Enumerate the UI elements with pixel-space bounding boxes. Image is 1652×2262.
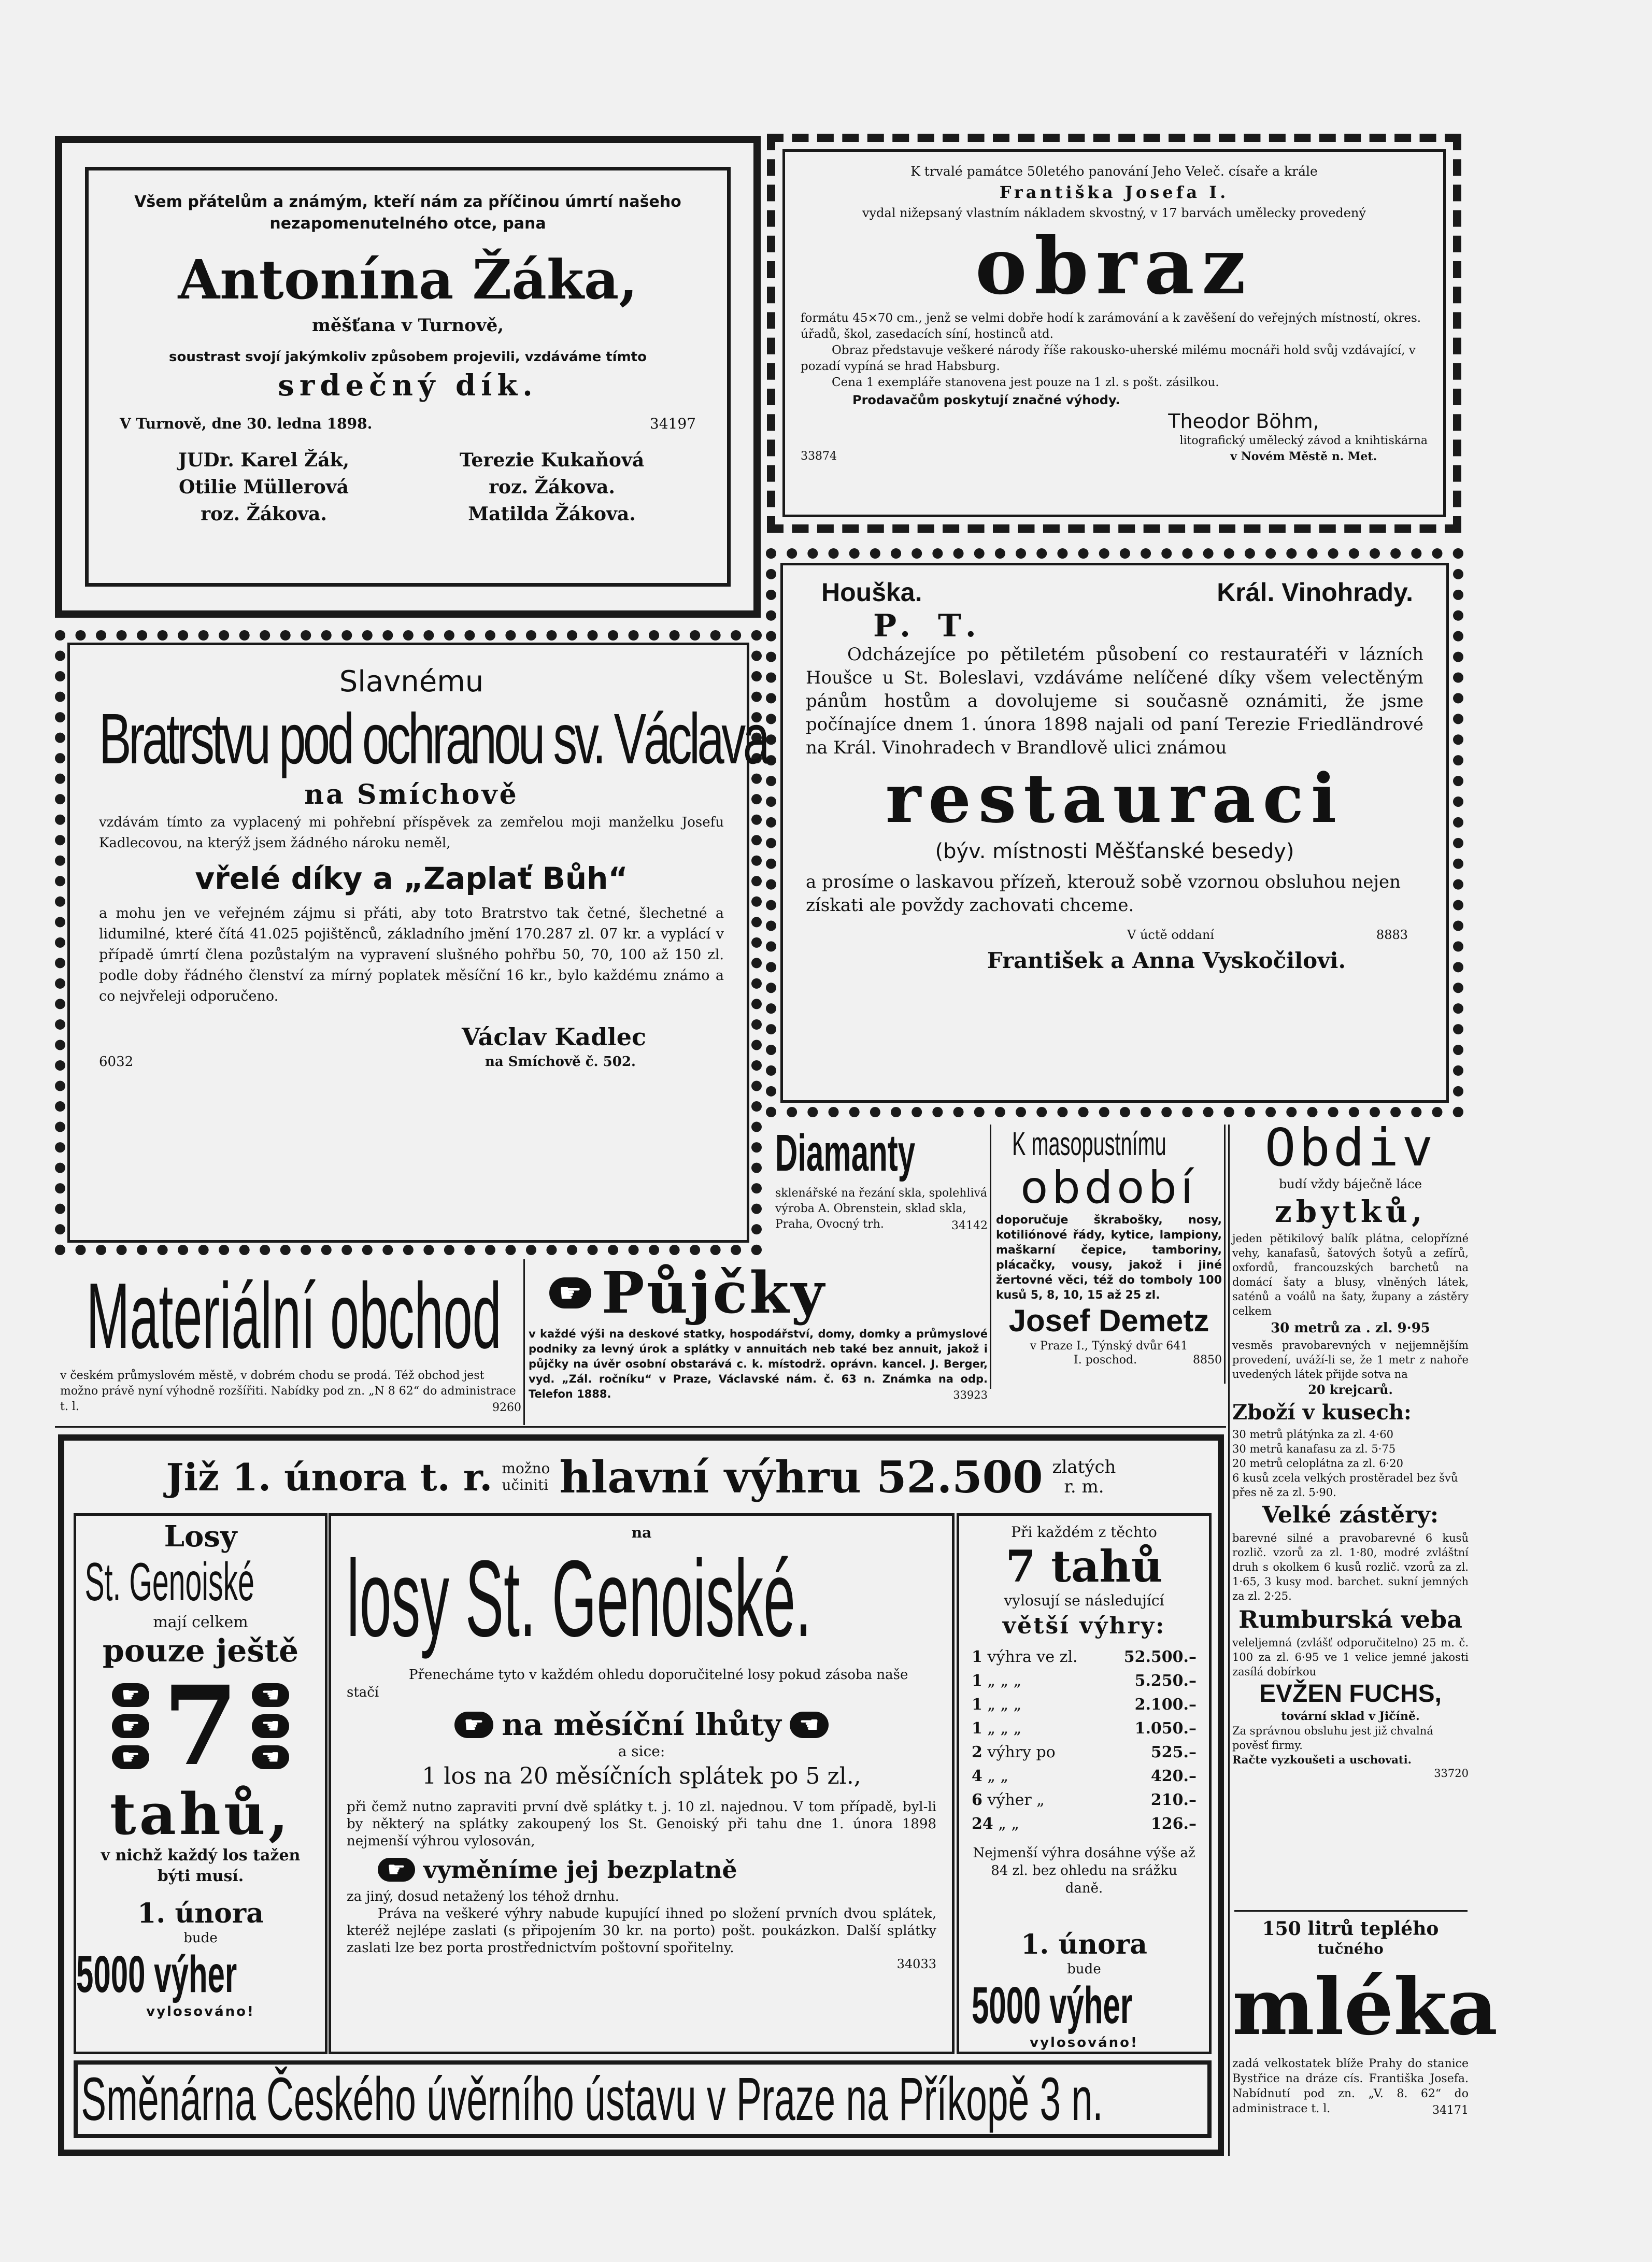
ad-losy-left-l2: St. Genoiské [84, 1552, 254, 1612]
ad-losy-top-d1: zlatých [1052, 1457, 1116, 1477]
ad-obdiv-body1: jeden pětikilový balík plátna, celopřízné vehy, kanafasů, šatových šotyů a zefírů, oxfordů, francouzských barchetů na domácí šaty a blusy, vlněných látek, saténů a voálů na šaty, župany a zástěry celkem [1232, 1232, 1469, 1317]
ad-obdobi [996, 1125, 1222, 1425]
ad-zak-intro: Všem přátelům a známým, kteří nám za příčinou úmrtí našeho nezapomenutelného otce, pana [134, 193, 681, 233]
ad-obdiv-price2: 20 krejcarů. [1308, 1382, 1393, 1397]
pointing-hand-icon: ☚ [790, 1712, 829, 1738]
ad-materialni [60, 1264, 521, 1425]
ad-losy-left-l8: bude [183, 1930, 218, 1946]
ad-obdiv-price1: 30 metrů za . zl. 9·95 [1271, 1320, 1430, 1336]
prize-count: 1 [972, 1696, 982, 1714]
prize-count: 24 [972, 1815, 993, 1833]
ad-obdiv-body2: vesměs pravobarevných v nejjemnějším provedení, uváží-li se, že 1 metr z nahoře uvedených látek přijde sotva na [1232, 1339, 1469, 1381]
ad-losy-top-d2: r. m. [1064, 1476, 1104, 1497]
ad-zak-thanks-line: srdečný dík. [278, 368, 538, 403]
ad-losy-monthly: na měsíční lhůty [502, 1707, 781, 1742]
ad-bratrstvo-thanks: vřelé díky a „Zaplať Bůh“ [195, 861, 628, 896]
ad-restaurace-signers: František a Anna Vyskočilovi. [987, 948, 1346, 973]
ad-obraz-price: Cena 1 exempláře stanovena jest pouze na 1 zl. s pošt. zásilkou. [832, 376, 1219, 389]
ad-losy-left-l3: mají celkem [153, 1613, 248, 1631]
prize-row [972, 1765, 1197, 1788]
ad-losy-right-r7: bude [1067, 1961, 1101, 1977]
ad-losy-body2: za jiný, dosud netažený los téhož drnhu. [347, 1889, 619, 1904]
ad-obraz-line3: vydal nižepsaný vlastním nákladem skvostný, v 17 barvách umělecky provedený [862, 206, 1366, 220]
pointing-hand-icon: ☛ [112, 1714, 149, 1738]
ad-obdobi-addr2: I. poschod. [1074, 1354, 1137, 1367]
ad-obdiv-list4: Za správnou obsluhu jest již chvalná pověsť firmy. [1232, 1725, 1433, 1752]
ad-obdiv [1232, 1119, 1469, 1907]
ad-losy-footer [74, 2060, 1212, 2138]
ad-mleka-l1: 150 litrů teplého [1262, 1918, 1439, 1940]
ad-losy-footer-text: Směnárna Českého úvěrního ústavu v Praze na Příkopě 3 n. [81, 2065, 1103, 2133]
ad-obdiv-list3: veleljemná (zvlášť odporučitelno) 25 m. č. 100 za zl. 6·95 ve 1 velice jemné jakosti zasílá dobírkou [1232, 1637, 1469, 1678]
ad-bratrstvo-body2: a mohu jen ve veřejném zájmu si přáti, aby toto Bratrstvo tak četné, šlechetné a lidumilné, které čítá 41.025 pojištěnců, základního jmění 170.287 zl. 07 kr. a vyplácí v případě úmrtí člena pozůstalým na vypravení slušného pohřbu 50, 70, 100 až 150 zl. podle doby řádného členství za mírný poplatek měsíční 16 kr., bylo každému známo a co nejvřeleji odporučeno. [99, 905, 724, 1004]
prize-label: výhra ve zl. [987, 1648, 1078, 1666]
pointing-hand-icon: ☚ [252, 1714, 289, 1738]
ad-losy-code: 34033 [896, 1957, 936, 1971]
ad-zak-signer: Matilda Žákova. [468, 503, 636, 525]
ad-restaurace-body: Odcházejíce po pětiletém působení co restauratéři v lázních Houšce u St. Boleslavi, vzdáváme nelíčené díky všem velectěným pánům hostům a dovolujeme si současně oznámiti, že jsme počínajíce dnem 1. února 1898 najali od paní Terezie Friedländrové na Král. Vinohradech v Brandlově ulici známou [806, 644, 1423, 758]
ad-obraz-line2: Františka Josefa I. [999, 182, 1229, 202]
ad-restaurace-body2: a prosíme o laskavou přízeň, kterouž sobě vzornou obsluhou nejen získati ale povždy zachovati chceme. [806, 872, 1401, 916]
ad-zak-signer: roz. Žákova. [489, 476, 615, 498]
ad-losy-top-b2: učiniti [502, 1476, 549, 1493]
ad-diamanty [775, 1125, 988, 1249]
ad-losy-left-l6: v nichž každý los tažen býti musí. [101, 1846, 301, 1885]
ad-mleka-code: 34171 [1432, 2104, 1469, 2117]
prize-row [972, 1693, 1197, 1717]
ad-zak-signer: roz. Žákova. [201, 503, 327, 525]
ad-restaurace-code: 8883 [1376, 928, 1408, 942]
ad-losy-top-b1: možno [502, 1460, 550, 1477]
ad-diamanty-headline: Diamanty [775, 1124, 916, 1182]
prize-row [972, 1741, 1197, 1765]
ad-losy-left-l1: Losy [164, 1519, 237, 1554]
ad-obdobi-code: 8850 [1193, 1354, 1222, 1367]
ad-zak-sympathy: soustrast svojí jakýmkoliv způsobem projevili, vzdáváme tímto [169, 349, 647, 365]
ad-obraz-line1: K trvalé památce 50letého panování Jeho Veleč. císaře a krále [910, 164, 1318, 179]
prize-count: 2 [972, 1743, 982, 1761]
ad-pujcky-code: 33923 [953, 1389, 988, 1401]
pointing-hand-icon: ☚ [252, 1745, 289, 1769]
ad-obraz-signer: Theodor Böhm, [1168, 410, 1319, 433]
ad-losy-left-l10: vylosováno! [146, 2004, 255, 2019]
ad-pujcky-headline: Půjčky [601, 1259, 827, 1326]
pointing-hand-icon: ☛ [112, 1683, 149, 1707]
prize-label: výhry po [987, 1743, 1056, 1761]
prize-value: 5.250.– [1134, 1672, 1197, 1690]
ad-obdiv-list1: 30 metrů plátýnka za zl. 4·60 30 metrů kanafasu za zl. 5·75 20 metrů celoplátna za zl. 6·20 6 kusů zcela velkých prostěradel bez švů přes ně za zl. 5·90. [1232, 1428, 1458, 1499]
ad-losy-right-r5: Nejmenší výhra dosáhne výše až 84 zl. bez ohledu na srážku daně. [973, 1845, 1195, 1896]
ad-mleka [1232, 1917, 1498, 2145]
ad-diamanty-body: sklenářské na řezání skla, spolehlivá výroba A. Obrenstein, sklad skla, Praha, Ovocný trh. [775, 1187, 988, 1231]
ad-restaurace-from: Houška. [821, 578, 922, 607]
ad-losy-center [329, 1513, 955, 2054]
ad-obdobi-addr: v Praze I., Týnský dvůr 641 [1030, 1340, 1188, 1353]
prize-label: „ „ [987, 1767, 1009, 1785]
ad-zak-title: měšťana v Turnově, [311, 315, 504, 336]
ad-losy-exchange: vyměníme jej bezplatně [423, 1856, 737, 1884]
ad-bratrstvo-headline: Bratrstvu pod ochranou sv. Václava [99, 699, 767, 779]
prize-value: 210.– [1150, 1791, 1197, 1809]
ad-losy-left-num: 7 [162, 1662, 239, 1790]
ad-bratrstvo-signer: Václav Kadlec [462, 1023, 647, 1051]
pointing-hand-icon: ☛ [454, 1712, 493, 1738]
ad-zak-name: Antonína Žáka, [178, 248, 638, 311]
ad-obdobi-line1: K masopustnímu [1012, 1125, 1166, 1162]
ad-obraz-signer-desc: litografický umělecký závod a knihtiskárna [1179, 434, 1428, 447]
ad-bratrstvo-place: na Smíchově [304, 779, 519, 810]
ad-losy-right-r9: vylosováno! [1030, 2035, 1138, 2051]
prize-count: 1 [972, 1672, 982, 1690]
ad-obdiv-headline: Obdiv [1264, 1117, 1436, 1178]
prize-count: 6 [972, 1791, 982, 1809]
ad-losy-body: při čemž nutno zapraviti první dvě splátky t. j. 10 zl. najednou. V tom případě, byl-li by některý na splátky zakoupený los St. Genoiský při tahu dne 1. února 1898 nejmenší výhrou vylosován, [347, 1799, 936, 1849]
prize-label: „ „ „ [987, 1672, 1022, 1690]
ad-mleka-l2: tučného [1317, 1940, 1384, 1957]
ad-pujcky [529, 1259, 988, 1425]
prize-label: „ „ [998, 1815, 1019, 1833]
ad-obraz-code: 33874 [801, 450, 837, 463]
ad-zak-signer: JUDr. Karel Žák, [178, 449, 350, 471]
ad-restaurace-pt: P. T. [873, 608, 985, 644]
ad-zak-place-date: V Turnově, dne 30. ledna 1898. [120, 415, 373, 432]
ad-losy-headline: losy St. Genoiské. [347, 1538, 811, 1659]
ad-losy-body3: Práva na veškeré výhry nabude kupující ihned po složení prvních dvou splátek, kteréž nejlépe zaslati (s připojením 30 kr. na porto) pošt. poukázkon. Další splátky zaslati lze bez porta prostřednictvím poštovní spořitelny. [347, 1906, 936, 1956]
pointing-hand-icon: ☛ [378, 1858, 415, 1882]
ad-obraz-body2: Obraz představuje veškeré národy říše rakousko-uherské milému mocnáři hold svůj vzdávající, v pozadí vypíná se hrad Habsburg. [801, 344, 1416, 373]
ad-losy-right-r2: 7 tahů [1005, 1541, 1163, 1592]
ad-losy-intro: Přenecháme tyto v každém ohledu doporučitelné losy pokud zásoba naše stačí [347, 1667, 908, 1700]
ad-diamanty-code: 34142 [951, 1219, 988, 1232]
ad-losy-prize: hlavní výhru 52.500 [559, 1451, 1043, 1503]
ad-restaurace-sub: (býv. místnosti Měšťanské besedy) [935, 840, 1294, 863]
ad-obdiv-h4: Rumburská veba [1238, 1605, 1462, 1633]
ad-losy-left-l7: 1. února [137, 1898, 264, 1929]
ad-obdobi-headline: období [1020, 1162, 1198, 1214]
prize-label: „ „ „ [987, 1719, 1022, 1738]
ad-pujcky-body: v každé výši na deskové statky, hospodářství, domy, domky a průmyslové podniky za levný úrok a splátky v annuitách neb také bez annuit, jakož i půjčky na úvěr osobní obstarává c. k. místodrž. oprávn. kancel. J. Berger, vyd. „Zál. ročníku“ v Praze, Václavské nám. č. 63 n. Známka na odp. Telefon 1888. [529, 1328, 988, 1400]
prize-row [972, 1717, 1197, 1741]
ad-obraz-headline: obraz [975, 221, 1254, 312]
pointing-hand-icon: ☛ [112, 1745, 149, 1769]
ad-bratrstvo-signer-addr: na Smíchově č. 502. [485, 1054, 636, 1070]
ad-losy-right-r3: vylosují se následující [1004, 1592, 1164, 1609]
ad-losy-left-l4: pouze ještě [102, 1633, 299, 1669]
ad-restaurace [766, 548, 1463, 1117]
ad-zak-thanks [55, 136, 761, 618]
ad-mleka-headline: mléka [1232, 1961, 1498, 2053]
ad-zak-signer: Terezie Kukaňová [459, 449, 645, 471]
ad-zak-code: 34197 [649, 415, 696, 432]
ad-losy-na: na [631, 1524, 652, 1541]
ad-losy-asice: a sice: [618, 1743, 665, 1760]
ad-zak-signer: Otilie Müllerová [179, 476, 349, 498]
ad-obdiv-signer: EVŽEN FUCHS, [1259, 1680, 1442, 1708]
ad-obdobi-body: doporučuje škrabošky, nosy, kotiliónové řády, kytice, lampiony, maškarní čepice, tamboriny, plácačky, vousy, jakož i jiné žertovné věci, též do tomboly 100 kusů 5, 8, 10, 15 až 25 zl. [996, 1214, 1222, 1302]
ad-mleka-body: zadá velkostatek blíže Prahy do stanice Bystřice na dráze cís. Františka Josefa. Nabídnutí pod zn. „V. 8. 62“ do administrace t. l. [1232, 2057, 1469, 2115]
ad-losy-date: Již 1. února t. r. [166, 1455, 493, 1499]
ad-materialni-headline: Materiální obchod [86, 1264, 502, 1368]
prize-count: 1 [972, 1719, 982, 1738]
prize-count: 4 [972, 1767, 982, 1785]
ad-losy-right-r6: 1. února [1021, 1929, 1147, 1960]
ad-obdiv-l1: budí vždy báječně láce [1279, 1177, 1422, 1191]
prize-value: 126.– [1150, 1815, 1197, 1833]
prize-value: 52.500.– [1123, 1648, 1197, 1666]
ad-losy-right-r4: větší výhry: [1002, 1613, 1166, 1639]
ad-obdobi-signer: Josef Demetz [1008, 1303, 1209, 1338]
pointing-hand-icon: ☚ [252, 1683, 289, 1707]
prize-count: 1 [972, 1648, 982, 1666]
ad-obdiv-l2: zbytků, [1274, 1194, 1427, 1229]
ad-losy-right-r8: 5000 výher [972, 1976, 1133, 2035]
prize-label: výher „ [987, 1791, 1045, 1809]
prize-row [972, 1788, 1197, 1812]
prize-value: 525.– [1150, 1743, 1197, 1761]
prize-table [972, 1645, 1197, 1836]
ad-losy [58, 1434, 1224, 2156]
ad-bratrstvo [55, 630, 767, 1255]
ad-obraz-sellers: Prodavačům poskytují značné výhody. [852, 393, 1120, 407]
ad-restaurace-to: Král. Vinohrady. [1217, 578, 1413, 607]
ad-obraz-body1: formátu 45×70 cm., jenž se velmi dobře hodí k zarámování a k zavěšení do veřejných místností, okres. úřadů, škol, zasedacích síní, hostinců atd. [801, 311, 1421, 341]
prize-value: 420.– [1150, 1767, 1197, 1785]
ad-losy-left-l5: tahů, [109, 1781, 292, 1847]
ad-obdiv-signer2: tovární sklad v Jičíně. [1281, 1710, 1420, 1723]
prize-label: „ „ „ [987, 1696, 1022, 1714]
pointing-hand-icon: ☛ [549, 1277, 591, 1308]
ad-materialni-body: v českém průmyslovém městě, v dobrém chodu se prodá. Též obchod jest možno právě nyní výhodně rozšířiti. Nabídky pod zn. „N 8 62“ do administrace t. l. [60, 1369, 516, 1413]
ad-bratrstvo-to: Slavnému [339, 665, 484, 699]
prize-row [972, 1669, 1197, 1693]
ad-obdiv-list2: barevné silné a pravobarevné 6 kusů rozlič. vzorů za zl. 1·80, modré zvláštní druh s okolkem 6 kusů rozlič. vzorů za zl. 1·65, 3 kusy mod. barchet. sukní jemných za zl. 2·25. [1232, 1532, 1469, 1602]
ad-losy-right [957, 1513, 1212, 2054]
ad-bratrstvo-body1: vzdávám tímto za vyplacený mi pohřební příspěvek za zemřelou moji manželku Josefu Kadlecovou, na kterýž jsem žádného nároku neměl, [99, 815, 724, 851]
ad-restaurace-regards: V úctě oddaní [1127, 928, 1214, 942]
ad-obdiv-h3: Velké zástěry: [1262, 1502, 1439, 1528]
ad-obraz [767, 134, 1461, 533]
ad-obraz-signer-place: v Novém Městě n. Met. [1230, 450, 1377, 463]
ad-obdiv-list5: Račte vyzkoušeti a uschovati. [1232, 1753, 1412, 1766]
ad-losy-left-l9: 5000 výher [76, 1945, 237, 2003]
ad-bratrstvo-code: 6032 [99, 1054, 134, 1070]
ad-losy-right-r1: Při každém z těchto [1011, 1524, 1157, 1541]
ad-obdiv-code: 33720 [1434, 1767, 1469, 1780]
ad-restaurace-headline: restauraci [885, 759, 1344, 838]
ad-obdiv-h2: Zboží v kusech: [1232, 1400, 1412, 1425]
prize-row [972, 1812, 1197, 1836]
ad-losy-left [74, 1513, 327, 2054]
prize-row [972, 1645, 1197, 1669]
ad-materialni-code: 9260 [492, 1401, 521, 1414]
prize-value: 1.050.– [1134, 1719, 1197, 1738]
prize-value: 2.100.– [1134, 1696, 1197, 1714]
ad-losy-offer: 1 los na 20 měsíčních splátek po 5 zl., [422, 1763, 861, 1789]
